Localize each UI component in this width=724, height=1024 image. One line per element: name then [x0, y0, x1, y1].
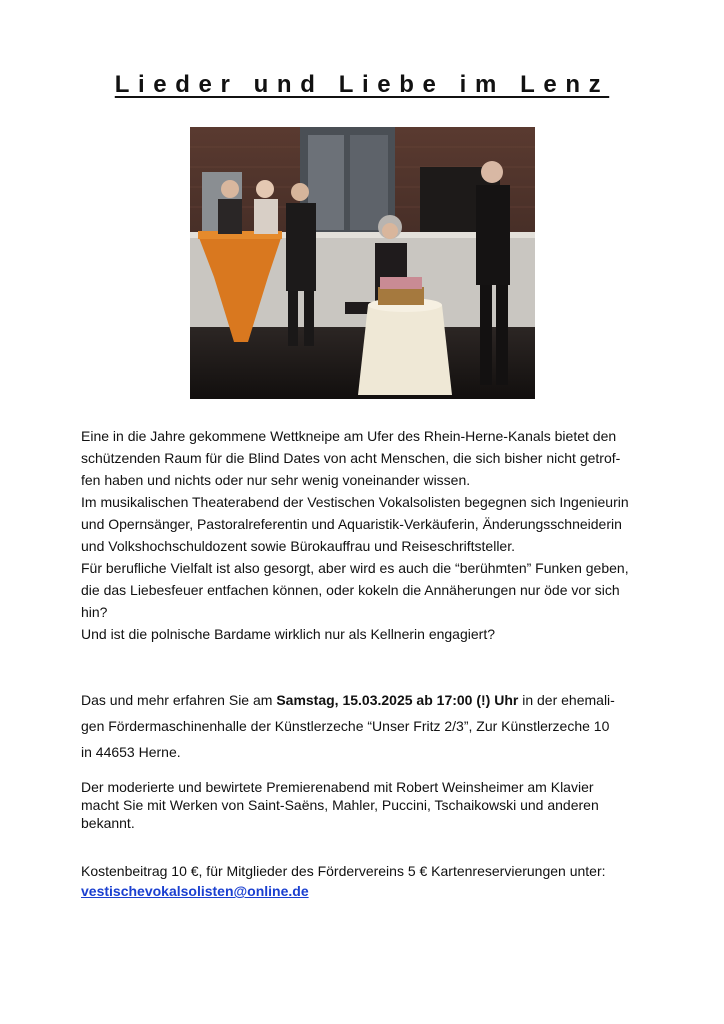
event-photo-image [190, 127, 535, 399]
program-line: bekannt. [81, 815, 135, 831]
intro-line: Eine in die Jahre gekommene Wettkneipe am Ufer des Rhein-Herne-Kanals bietet den [81, 428, 617, 444]
intro-line: schützenden Raum für die Blind Dates von acht Menschen, die sich bisher nicht getrof- [81, 450, 621, 466]
event-intro-text: Das und mehr erfahren Sie am [81, 692, 277, 708]
intro-line: und Volkshochschuldozent sowie Bürokauffrau und Reiseschriftsteller. [81, 538, 515, 554]
event-line: gen Fördermaschinenhalle der Künstlerzeche “Unser Fritz 2/3”, Zur Künstlerzeche 10 [81, 718, 610, 734]
event-details [81, 687, 641, 765]
intro-line: Und ist die polnische Bardame wirklich nur als Kellnerin engagiert? [81, 626, 495, 642]
program-line: macht Sie mit Werken von Saint-Saëns, Mahler, Puccini, Tschaikowski und anderen [81, 797, 599, 813]
intro-line: hin? [81, 604, 108, 620]
program-line: Der moderierte und bewirtete Premierenabend mit Robert Weinsheimer am Klavier [81, 779, 594, 795]
event-location-start: in der ehemali- [518, 692, 615, 708]
email-link[interactable]: vestischevokalsolisten@online.de [81, 883, 309, 899]
intro-line: die das Liebesfeuer entfachen können, oder kokeln die Annäherungen nur öde vor sich [81, 582, 620, 598]
page-title: Lieder und Liebe im Lenz [114, 71, 610, 98]
intro-line: Für berufliche Vielfalt ist also gesorgt, aber wird es auch die “berühmten” Funken geben, [81, 560, 629, 576]
event-line: in 44653 Herne. [81, 744, 181, 760]
intro-line: fen haben und nichts oder nur sehr wenig voneinander wissen. [81, 472, 471, 488]
event-photo [190, 127, 535, 399]
contact-paragraph [81, 861, 651, 901]
event-date: Samstag, 15.03.2025 ab 17:00 (!) Uhr [276, 692, 519, 708]
intro-line: und Opernsänger, Pastoralreferentin und Aquaristik-Verkäuferin, Änderungsschneiderin [81, 516, 622, 532]
intro-line: Im musikalischen Theaterabend der Vestischen Vokalsolisten begegnen sich Ingenieurin [81, 494, 629, 510]
price-text: Kostenbeitrag 10 €, für Mitglieder des Fördervereins 5 € Kartenreservierungen unter: [81, 863, 606, 879]
intro-paragraph [81, 425, 661, 645]
program-paragraph [81, 778, 641, 832]
event-line [81, 687, 641, 713]
